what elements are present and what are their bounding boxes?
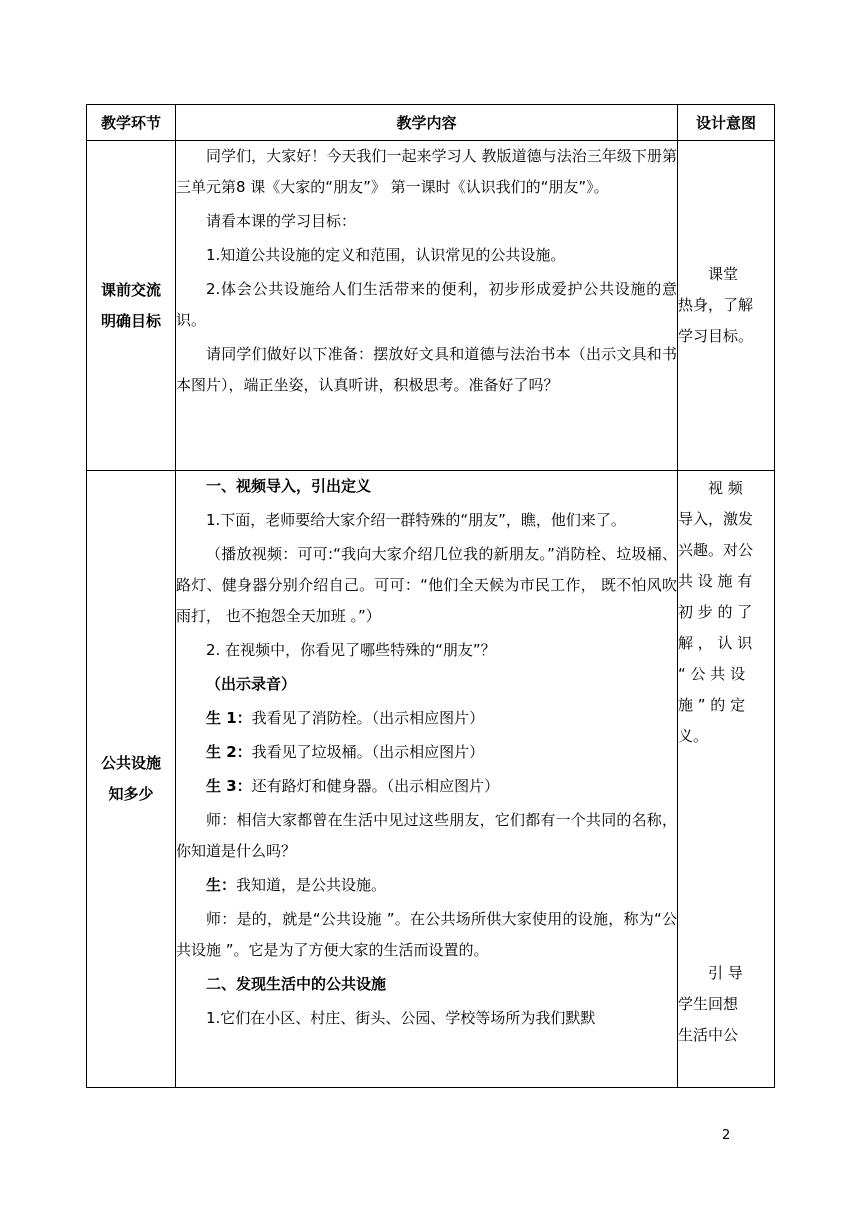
stage-cell: [87, 471, 176, 1088]
speaker-label: 生 3：: [206, 777, 252, 795]
intent-cell: [678, 141, 775, 471]
intent-line: 解 ， 认 识: [678, 634, 753, 652]
paragraph: 同学们，大家好！今天我们一起来学习人 教版道德与法治三年级下册第三单元第8 课《大家的“朋友”》 第一课时《认识我们的“朋友”》。: [176, 147, 677, 196]
table-row: [87, 141, 775, 471]
stage-line: 知多少: [108, 785, 154, 803]
speaker-label: 生 1：: [206, 709, 252, 727]
intent-line: 生活中公: [678, 1026, 739, 1044]
intent-line: 兴趣。对公: [678, 541, 754, 559]
dialogue-text: 我知道，是公共设施。: [236, 876, 387, 894]
paragraph: 1.下面，老师要给大家介绍一群特殊的“朋友”，瞧，他们来了。: [206, 511, 626, 529]
stage-line: 明确目标: [100, 311, 161, 330]
paragraph: 请同学们做好以下准备：摆放好文具和道德与法治书本（出示文具和书本图片），端正坐姿，认真听讲，积极思考。准备好了吗？: [176, 345, 677, 394]
page-number: 2: [722, 1128, 731, 1143]
table-row: [87, 471, 775, 1088]
stage-line: 公共设施: [100, 754, 161, 772]
header-intent: 设计意图: [678, 105, 775, 141]
paragraph: （出示录音）: [206, 675, 297, 693]
intent-line: 导入，激发: [678, 510, 754, 528]
speaker-label: 生：: [206, 876, 237, 894]
paragraph: 1.它们在小区、村庄、街头、公园、学校等场所为我们默默: [206, 1009, 596, 1027]
dialogue-text: 我看见了消防栓。（出示相应图片）: [251, 709, 485, 727]
intent-line: 学习目标。: [678, 327, 754, 345]
header-stage: 教学环节: [87, 105, 176, 141]
content-cell: [176, 141, 678, 471]
dialogue-line: [176, 703, 677, 734]
paragraph: 1.知道公共设施的定义和范围，认识常见的公共设施。: [206, 246, 566, 264]
content-cell: [176, 471, 678, 1088]
intent-line: 热身，了解: [678, 296, 754, 314]
header-content: 教学内容: [176, 105, 678, 141]
intent-text: [678, 473, 774, 752]
stage-line: 课前交流: [100, 280, 161, 299]
dialogue-text: 还有路灯和健身器。（出示相应图片）: [251, 777, 500, 795]
intent-text: [678, 259, 774, 352]
intent-line: “ 公 共 设: [678, 665, 746, 683]
dialogue-line: [176, 870, 677, 901]
intent-line: 施 ” 的 定: [678, 696, 746, 714]
stage-cell: [87, 141, 176, 471]
dialogue-line: [176, 771, 677, 802]
paragraph: （播放视频：可可:“我向大家介绍几位我的新朋友。”消防栓、垃圾桶、路灯、健身器分别介绍自己。可可：“他们全天候为市民工作， 既不怕风吹雨打， 也不抱怨全天加班 。”）: [176, 545, 677, 625]
speaker-label: 生 2：: [206, 743, 252, 761]
paragraph: 2. 在视频中，你看见了哪些特殊的“朋友”？: [206, 641, 496, 659]
table-header-row: [87, 105, 775, 141]
intent-line: 共 设 施 有: [678, 572, 753, 590]
intent-line: 义。: [678, 727, 709, 745]
lesson-plan-table: [86, 104, 775, 1088]
paragraph: 2.体会公共设施给人们生活带来的便利，初步形成爱护公共设施的意识。: [176, 280, 677, 329]
section-heading: 一、视频导入，引出定义: [206, 477, 372, 495]
dialogue-text: 我看见了垃圾桶。（出示相应图片）: [251, 743, 485, 761]
intent-line: 初 步 的 了: [678, 603, 753, 621]
intent-line: 学生回想: [678, 995, 739, 1013]
paragraph: 师：是的，就是“公共设施 ”。在公共场所供大家使用的设施，称为“公共设施 ”。它是为了方便大家的生活而设置的。: [176, 910, 677, 959]
intent-line: 引 导: [708, 964, 743, 982]
paragraph: 请看本课的学习目标：: [206, 212, 357, 230]
section-heading: 二、发现生活中的公共设施: [206, 975, 387, 993]
intent-text: [678, 958, 774, 1051]
intent-line: 视 频: [708, 479, 743, 497]
intent-cell: [678, 471, 775, 1088]
intent-line: 课堂: [708, 265, 739, 283]
dialogue-line: [176, 737, 677, 768]
paragraph: 师：相信大家都曾在生活中见过这些朋友，它们都有一个共同的名称，你知道是什么吗？: [176, 811, 677, 860]
